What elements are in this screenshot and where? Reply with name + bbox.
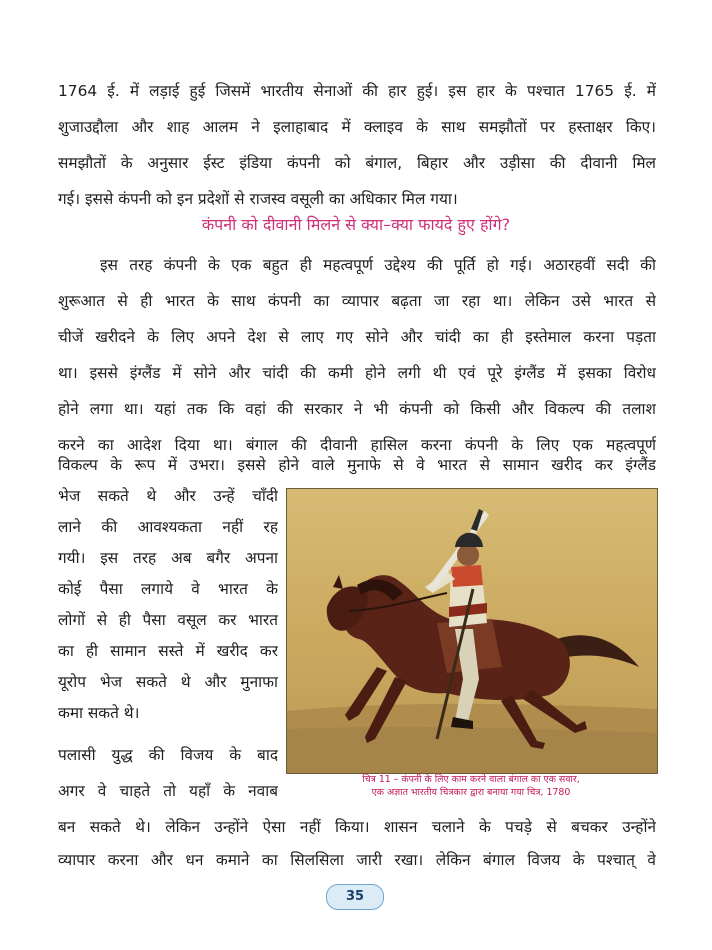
text-line: 1764 ई. में लड़ाई हुई जिसमें भारतीय सेनाओं की हार हुई। इस हार के पश्चात 1765 ई. में — [58, 82, 656, 100]
text-line: व्यापार करना और धन कमाने का सिलसिला जारी रखा। लेकिन बंगाल विजय के पश्चात् वे — [58, 851, 656, 869]
text-line: चीजें खरीदने के लिए अपने देश से लाए गए सोने और चांदी का ही इस्तेमाल करना पड़ता — [58, 328, 656, 346]
text-line: का ही सामान सस्ते में खरीद कर — [58, 642, 278, 660]
text-line: था। इससे इंग्लैंड में सोने और चांदी की कमी होने लगी थी एवं पूरे इंग्लैंड में इसका विरोध — [58, 364, 656, 382]
text-line: इस तरह कंपनी के एक बहुत ही महत्वपूर्ण उद्देश्य की पूर्ति हो गई। अठारहवीं सदी की — [100, 256, 656, 274]
text-line: बन सकते थे। लेकिन उन्होंने ऐसा नहीं किया। शासन चलाने के पचड़े से बचकर उन्होंने — [58, 818, 656, 836]
text-line: यूरोप भेज सकते थे और मुनाफा — [58, 673, 278, 691]
text-line: करने का आदेश दिया था। बंगाल की दीवानी हासिल करना कंपनी के लिए एक महत्वपूर्ण — [58, 436, 656, 454]
figure-caption-line: चित्र 11 – कंपनी के लिए काम करने वाला बंगाल का एक सवार, — [362, 774, 580, 785]
text-line: शुरूआत से ही भारत के साथ कंपनी का व्यापार बढ़ता जा रहा था। लेकिन उसे भारत से — [58, 292, 656, 310]
horse-rider-painting — [286, 488, 658, 774]
section-question-heading: कंपनी को दीवानी मिलने से क्या–क्या फायदे हुए होंगे? — [201, 215, 511, 234]
figure-caption-line: एक अज्ञात भारतीय चित्रकार द्वारा बनाया गया चित्र, 1780 — [371, 787, 571, 798]
page-number-badge: 35 — [326, 884, 384, 910]
text-line: कमा सकते थे। — [58, 704, 140, 722]
text-line: गई। इससे कंपनी को इन प्रदेशों से राजस्व वसूली का अधिकार मिल गया। — [58, 190, 458, 208]
text-line: कोई पैसा लगाये वे भारत के — [58, 580, 278, 598]
text-line: शुजाउद्दौला और शाह आलम ने इलाहाबाद में क्लाइव के साथ समझौतों पर हस्ताक्षर किए। — [58, 118, 656, 136]
figure-caption — [286, 773, 656, 799]
text-line: विकल्प के रूप में उभरा। इससे होने वाले मुनाफे से वे भारत से सामान खरीद कर इंग्लैंड — [58, 456, 656, 474]
text-line: होने लगा था। यहां तक कि वहां की सरकार ने भी कंपनी को किसी और विकल्प की तलाश — [58, 400, 656, 418]
text-line: अगर वे चाहते तो यहाँ के नवाब — [58, 782, 278, 800]
text-line: लोगों से ही पैसा वसूल कर भारत — [58, 611, 278, 629]
text-line: समझौतों के अनुसार ईस्ट इंडिया कंपनी को बंगाल, बिहार और उड़ीसा की दीवानी मिल — [58, 154, 656, 172]
text-line: गयी। इस तरह अब बगैर अपना — [58, 549, 278, 567]
text-line: भेज सकते थे और उन्हें चाँदी — [58, 487, 278, 505]
text-line: पलासी युद्ध की विजय के बाद — [58, 746, 278, 764]
text-line: लाने की आवश्यकता नहीं रह — [58, 518, 278, 536]
